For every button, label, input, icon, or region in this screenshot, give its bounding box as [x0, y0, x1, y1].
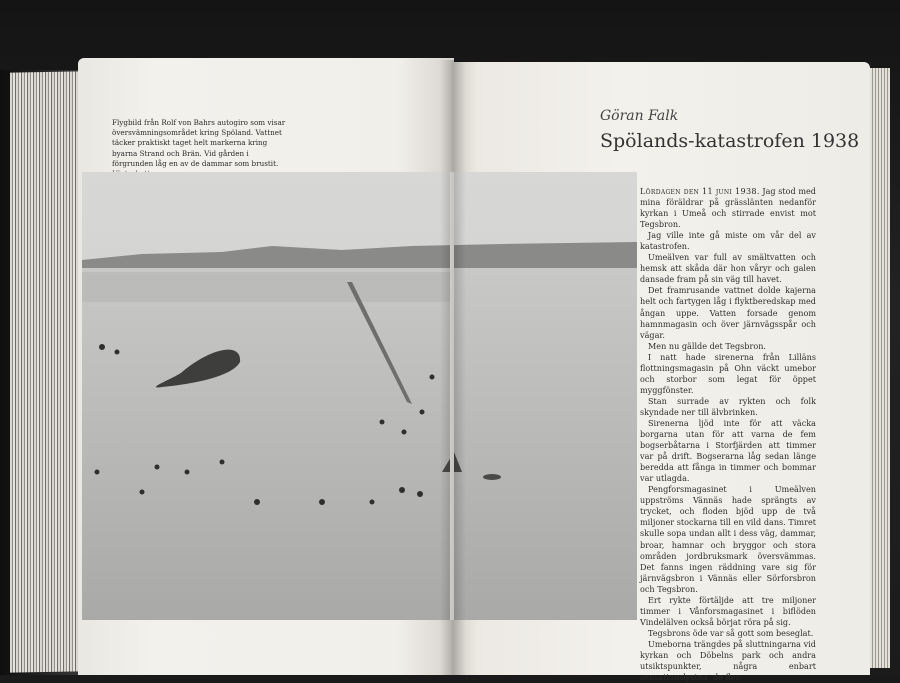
paragraph-9: Pengforsmagasinet i Umeälven uppströms Vännäs hade sprängts av trycket, och floden bjöd upp de två miljoner stockarna till en vild dans. Timret skulle sopa undan allt i dess väg, dammar, broar, hamnar och bryggor och stora områden jordbruksmark översvämmas. Det fanns ingen räddning vare sig för järnvägsbron i Vännäs eller Sörforsbron och Tegsbron. [640, 484, 816, 594]
flood-photo-illustration [82, 172, 637, 620]
page-edges-left [10, 71, 80, 672]
photo-caption [112, 118, 290, 179]
paragraph-1 [640, 186, 816, 230]
paragraph-3: Umeälven var full av smältvatten och hemsk att skåda där hon våryr och galen dansade fram på sin väg till havet. [640, 252, 816, 285]
article-title: Spölands-katastrofen 1938 [600, 130, 860, 152]
lead-smallcaps: Lördagen den 11 juni 1938. [640, 186, 760, 196]
paragraph-2: Jag ville inte gå miste om vår del av katastrofen. [640, 230, 816, 252]
paragraph-8: Sirenerna ljöd inte för att väcka borgarna utan för att varna de fem bogserbåtarna i Storfjärden att timmer var på drift. Bogserarna låg sedan länge beredda att fånga in timmer och bommar var utlagda. [640, 417, 816, 484]
flood-photograph [82, 172, 637, 620]
article-author: Göran Falk [600, 108, 679, 124]
paragraph-6: I natt hade sirenerna från Lilläns flottningsmagasin på Ohn väckt umebor och storbor som legat för öppet myggfönster. [640, 351, 816, 395]
caption-text: Flygbild från Rolf von Bahrs autogiro som visar översvämningsområdet kring Spöland. Vattnet täcker praktiskt taget helt markerna kring byarna Strand och Brän. Vid gården i förgrunden låg en av de dammar som brustit. [112, 118, 286, 168]
paragraph-11: Tegsbrons öde var så gott som beseglat. [648, 627, 814, 638]
paragraph-1-text: Jag stod med mina föräldrar på grässlänten nedanför kyrkan i Umeå och stirrade envist mot Tegsbron. [640, 186, 816, 230]
paragraph-7: Stan surrade av rykten och folk skyndade ner till älvbrinken. [640, 395, 816, 417]
article-body [640, 186, 816, 683]
paragraph-10: Ert rykte förtäljde att tre miljoner timmer i Vånforsmagasinet i biflöden Vindelälven också börjat röra på sig. [640, 594, 816, 627]
paragraph-12: Umeborna trängdes på sluttningarna vid kyrkan och Döbelns park och andra utsiktspunkter, några enbart sensationslystna, de fles- [640, 638, 816, 683]
paragraph-5: Men nu gällde det Tegsbron. [648, 340, 766, 351]
paragraph-4: Det framrusande vattnet dolde kajerna helt och fartygen låg i flyktberedskap med ångan uppe. Vatten forsade genom hamnmagasin och över järnvägsspår och vägar. [640, 285, 816, 340]
